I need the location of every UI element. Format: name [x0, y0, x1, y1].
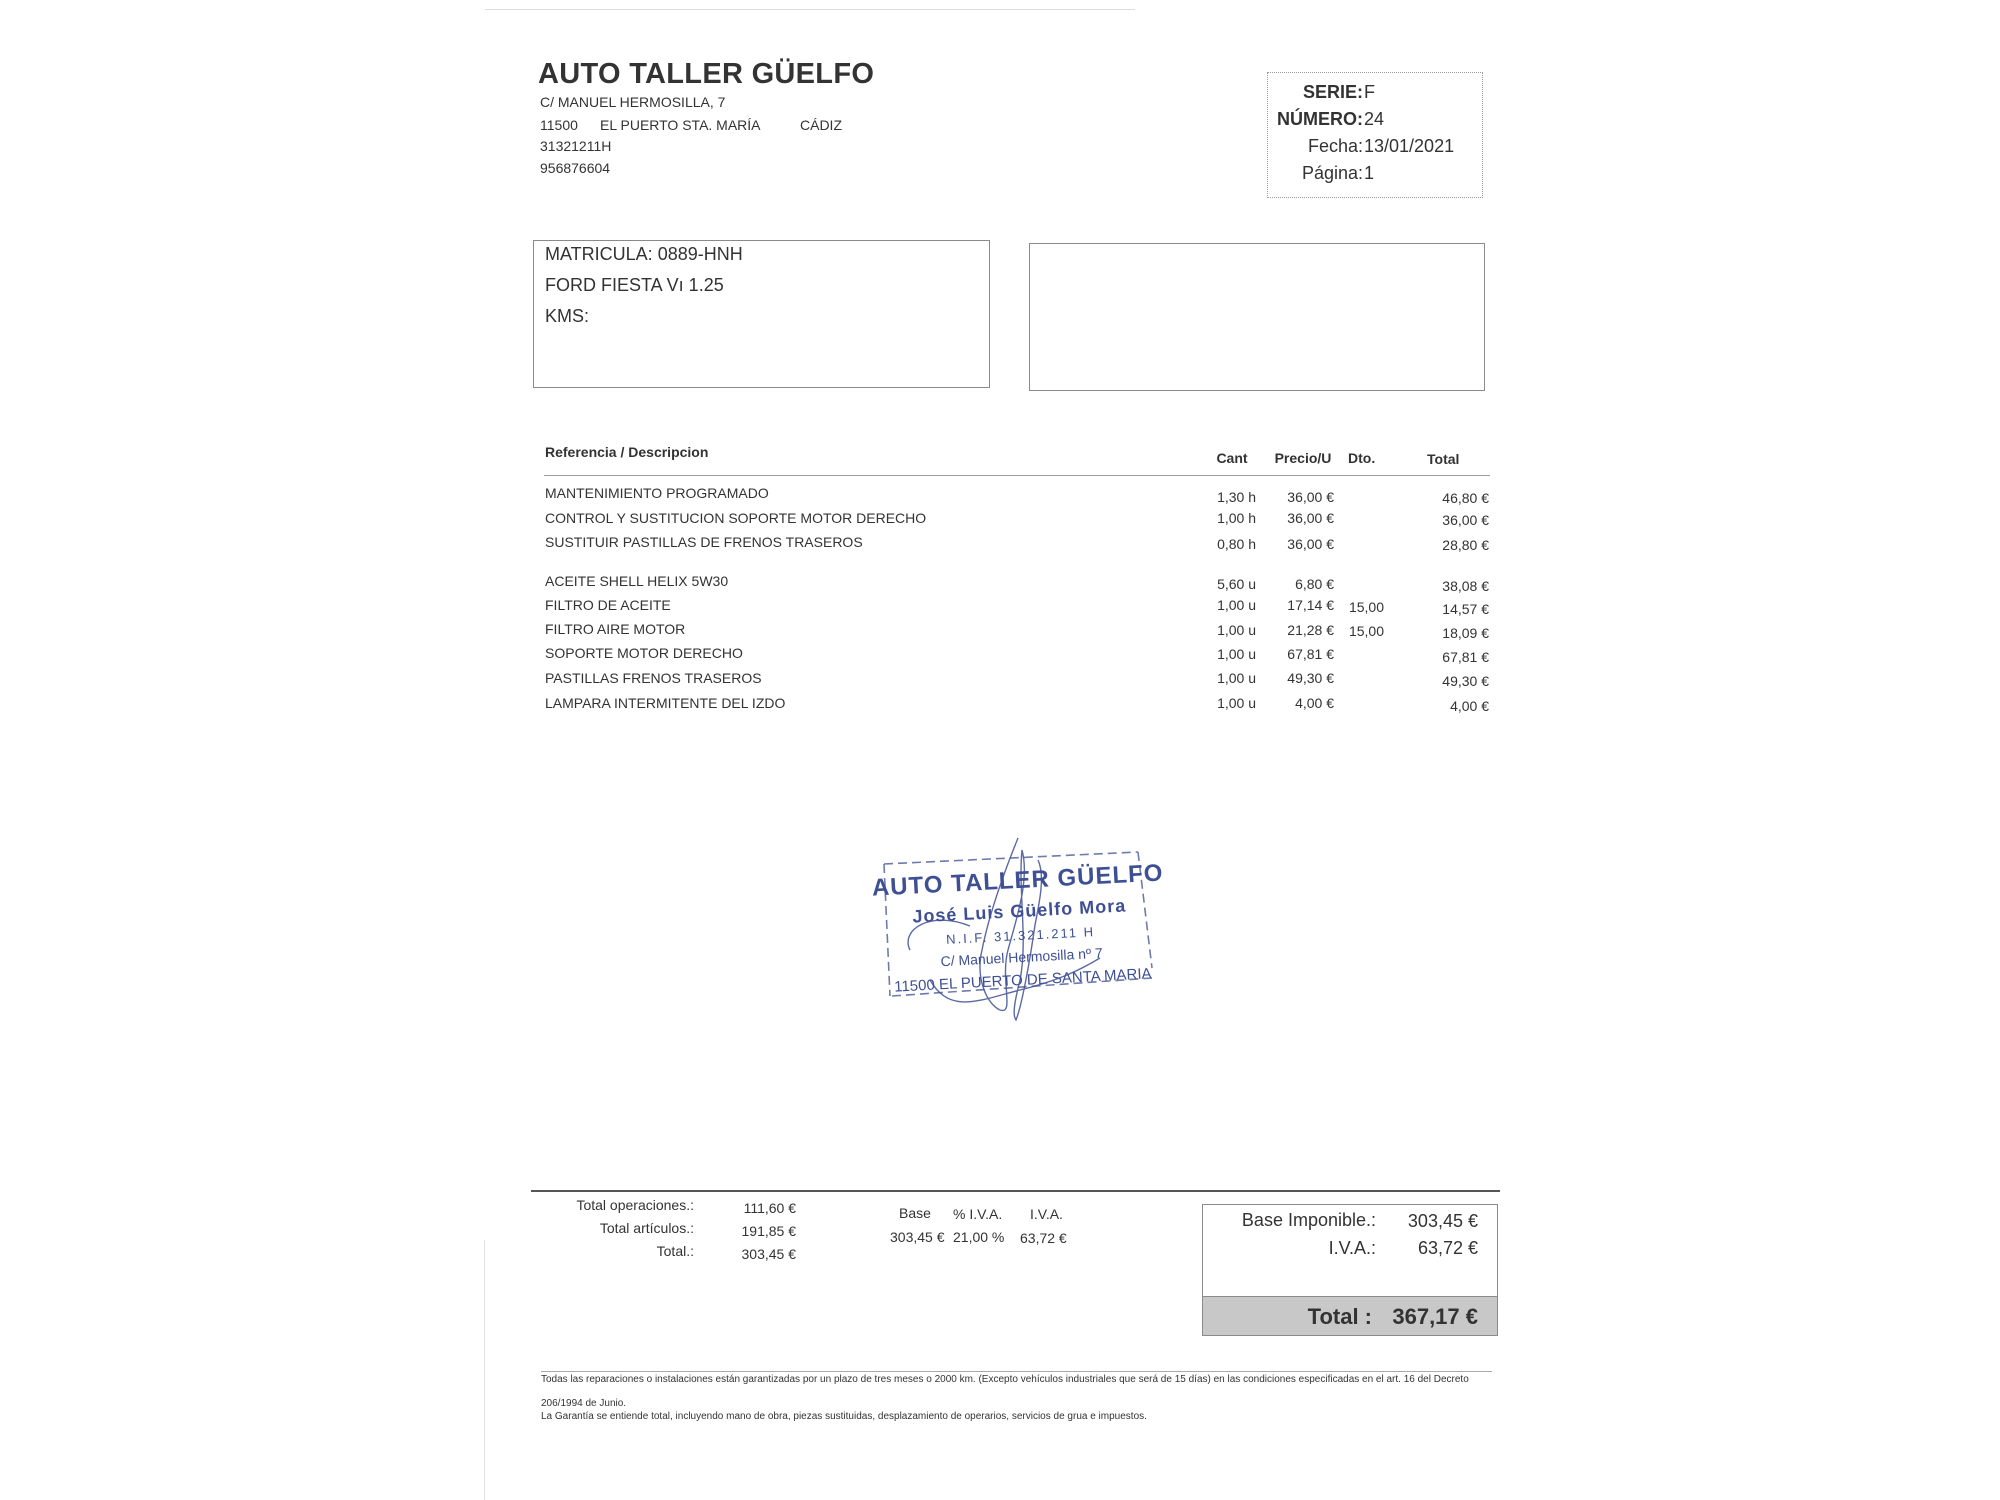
row-desc: FILTRO AIRE MOTOR	[545, 621, 686, 637]
row-precio: 36,00 €	[1287, 510, 1334, 526]
totals-iva-value: 63,72 €	[1417, 1238, 1478, 1258]
row-total: 67,81 €	[1442, 649, 1489, 665]
row-precio: 36,00 €	[1287, 536, 1334, 552]
row-desc: CONTROL Y SUSTITUCION SOPORTE MOTOR DERECHO	[545, 510, 927, 526]
header-precio: Precio/U	[1274, 450, 1332, 466]
numero-label: NÚMERO:	[1277, 109, 1363, 129]
table-row	[0, 670, 2000, 692]
total-value: 303,45 €	[741, 1246, 796, 1262]
header-total: Total	[1427, 451, 1460, 467]
vehicle-model: FORD FIESTA Vı 1.25	[545, 275, 724, 295]
footer-warranty-line2: 206/1994 de Junio.	[541, 1398, 627, 1409]
table-row	[0, 573, 2000, 595]
company-phone: 956876604	[540, 160, 611, 176]
row-total: 46,80 €	[1442, 490, 1489, 506]
totals-iva-label: I.V.A.:	[1328, 1238, 1376, 1258]
row-dto: 15,00	[1348, 599, 1384, 615]
base-imponible-label: Base Imponible.:	[1241, 1210, 1376, 1230]
company-city: EL PUERTO STA. MARÍA	[600, 117, 761, 133]
row-cant: 1,00 u	[1217, 597, 1256, 613]
grand-total-label: Total :	[1307, 1304, 1372, 1329]
footer-warranty-line1: Todas las reparaciones o instalaciones están garantizadas por un plazo de tres meses o 2000 km. (Excepto vehículos industriales que será de 15 días) en las condiciones especificadas en el art. 16 del Decreto	[541, 1374, 1469, 1385]
row-cant: 1,00 u	[1217, 622, 1256, 638]
row-desc: SOPORTE MOTOR DERECHO	[545, 645, 743, 661]
serie-label: SERIE:	[1302, 82, 1363, 102]
company-name: AUTO TALLER GÜELFO	[538, 58, 875, 90]
company-stamp	[870, 830, 1170, 1025]
row-cant: 0,80 h	[1217, 536, 1256, 552]
vat-pct-label: % I.V.A.	[953, 1206, 1003, 1222]
row-desc: MANTENIMIENTO PROGRAMADO	[545, 485, 769, 501]
table-row	[0, 645, 2000, 667]
table-row	[0, 485, 2000, 507]
stamp-line1: AUTO TALLER GÜELFO	[871, 859, 1165, 902]
numero-value: 24	[1364, 109, 1385, 129]
table-row	[0, 621, 2000, 643]
row-desc: ACEITE SHELL HELIX 5W30	[545, 573, 729, 589]
pagina-label: Página:	[1301, 163, 1363, 183]
client-box	[1029, 243, 1485, 391]
matricula-line	[545, 244, 743, 265]
row-cant: 1,00 u	[1217, 695, 1256, 711]
vat-iva-value: 63,72 €	[1020, 1230, 1067, 1246]
table-row	[0, 534, 2000, 556]
total-label: Total.:	[656, 1243, 694, 1259]
row-desc: FILTRO DE ACEITE	[545, 597, 671, 613]
vat-iva-label: I.V.A.	[1030, 1206, 1063, 1222]
company-tax-id: 31321211H	[540, 138, 612, 154]
stamp-line5: 11500 EL PUERTO DE SANTA MARIA	[893, 965, 1152, 996]
header-dto: Dto.	[1348, 450, 1376, 466]
table-row	[0, 510, 2000, 532]
row-total: 36,00 €	[1442, 512, 1489, 528]
row-total: 38,08 €	[1442, 578, 1489, 594]
company-address: C/ MANUEL HERMOSILLA, 7	[540, 94, 726, 110]
footer-warranty-line3: La Garantía se entiende total, incluyendo mano de obra, piezas sustituidas, desplazamiento de operarios, servicios de grua e impuestos.	[541, 1411, 1147, 1422]
pagina-value: 1	[1364, 163, 1375, 183]
kms-label: KMS:	[545, 306, 590, 326]
row-total: 4,00 €	[1450, 698, 1489, 714]
total-articulos-label: Total artículos.:	[599, 1220, 694, 1236]
row-dto: 15,00	[1348, 623, 1384, 639]
row-precio: 21,28 €	[1287, 622, 1334, 638]
company-province: CÁDIZ	[800, 117, 842, 133]
kms-line	[545, 306, 589, 327]
row-desc: SUSTITUIR PASTILLAS DE FRENOS TRASEROS	[545, 534, 863, 550]
row-total: 18,09 €	[1442, 625, 1489, 641]
matricula-label: MATRICULA:	[545, 244, 653, 264]
scan-edge-top	[485, 9, 1135, 10]
total-operaciones-value: 111,60 €	[743, 1200, 796, 1216]
row-desc: LAMPARA INTERMITENTE DEL IZDO	[545, 695, 786, 711]
total-articulos-value: 191,85 €	[741, 1223, 796, 1239]
vat-base-label: Base	[899, 1205, 931, 1221]
table-header-rule	[544, 475, 1490, 476]
table-row	[0, 695, 2000, 717]
base-imponible-value: 303,45 €	[1407, 1211, 1478, 1231]
row-total: 49,30 €	[1442, 673, 1489, 689]
row-total: 28,80 €	[1442, 537, 1489, 553]
row-precio: 67,81 €	[1287, 646, 1334, 662]
serie-value: F	[1364, 82, 1375, 102]
grand-total-value: 367,17 €	[1392, 1304, 1478, 1329]
stamp-line4: C/ Manuel Hermosilla nº 7	[940, 944, 1104, 970]
row-precio: 17,14 €	[1287, 597, 1334, 613]
row-cant: 5,60 u	[1217, 576, 1256, 592]
row-precio: 4,00 €	[1295, 695, 1334, 711]
fecha-value: 13/01/2021	[1364, 136, 1455, 156]
row-cant: 1,30 h	[1217, 489, 1256, 505]
header-cant: Cant	[1216, 450, 1248, 466]
company-postal-code: 11500	[540, 117, 578, 133]
row-desc: PASTILLAS FRENOS TRASEROS	[545, 670, 762, 686]
row-precio: 36,00 €	[1287, 489, 1334, 505]
row-precio: 49,30 €	[1287, 670, 1334, 686]
table-row	[0, 597, 2000, 619]
row-cant: 1,00 u	[1217, 670, 1256, 686]
header-desc: Referencia / Descripcion	[545, 444, 709, 460]
matricula-value: 0889-HNH	[657, 244, 743, 264]
row-precio: 6,80 €	[1295, 576, 1334, 592]
scan-edge-left	[484, 1240, 485, 1500]
stamp-line2: José Luis Güelfo Mora	[911, 895, 1127, 927]
footer-rule	[541, 1371, 1492, 1372]
row-total: 14,57 €	[1442, 601, 1489, 617]
fecha-label: Fecha:	[1307, 136, 1363, 156]
vat-base-value: 303,45 €	[890, 1229, 945, 1245]
total-operaciones-label: Total operaciones.:	[576, 1197, 694, 1213]
row-cant: 1,00 u	[1217, 646, 1256, 662]
stamp-line3: N.I.F. 31.321.211 H	[945, 924, 1096, 947]
vat-pct-value: 21,00 %	[953, 1229, 1005, 1245]
row-cant: 1,00 h	[1217, 510, 1256, 526]
summary-rule	[531, 1190, 1500, 1192]
